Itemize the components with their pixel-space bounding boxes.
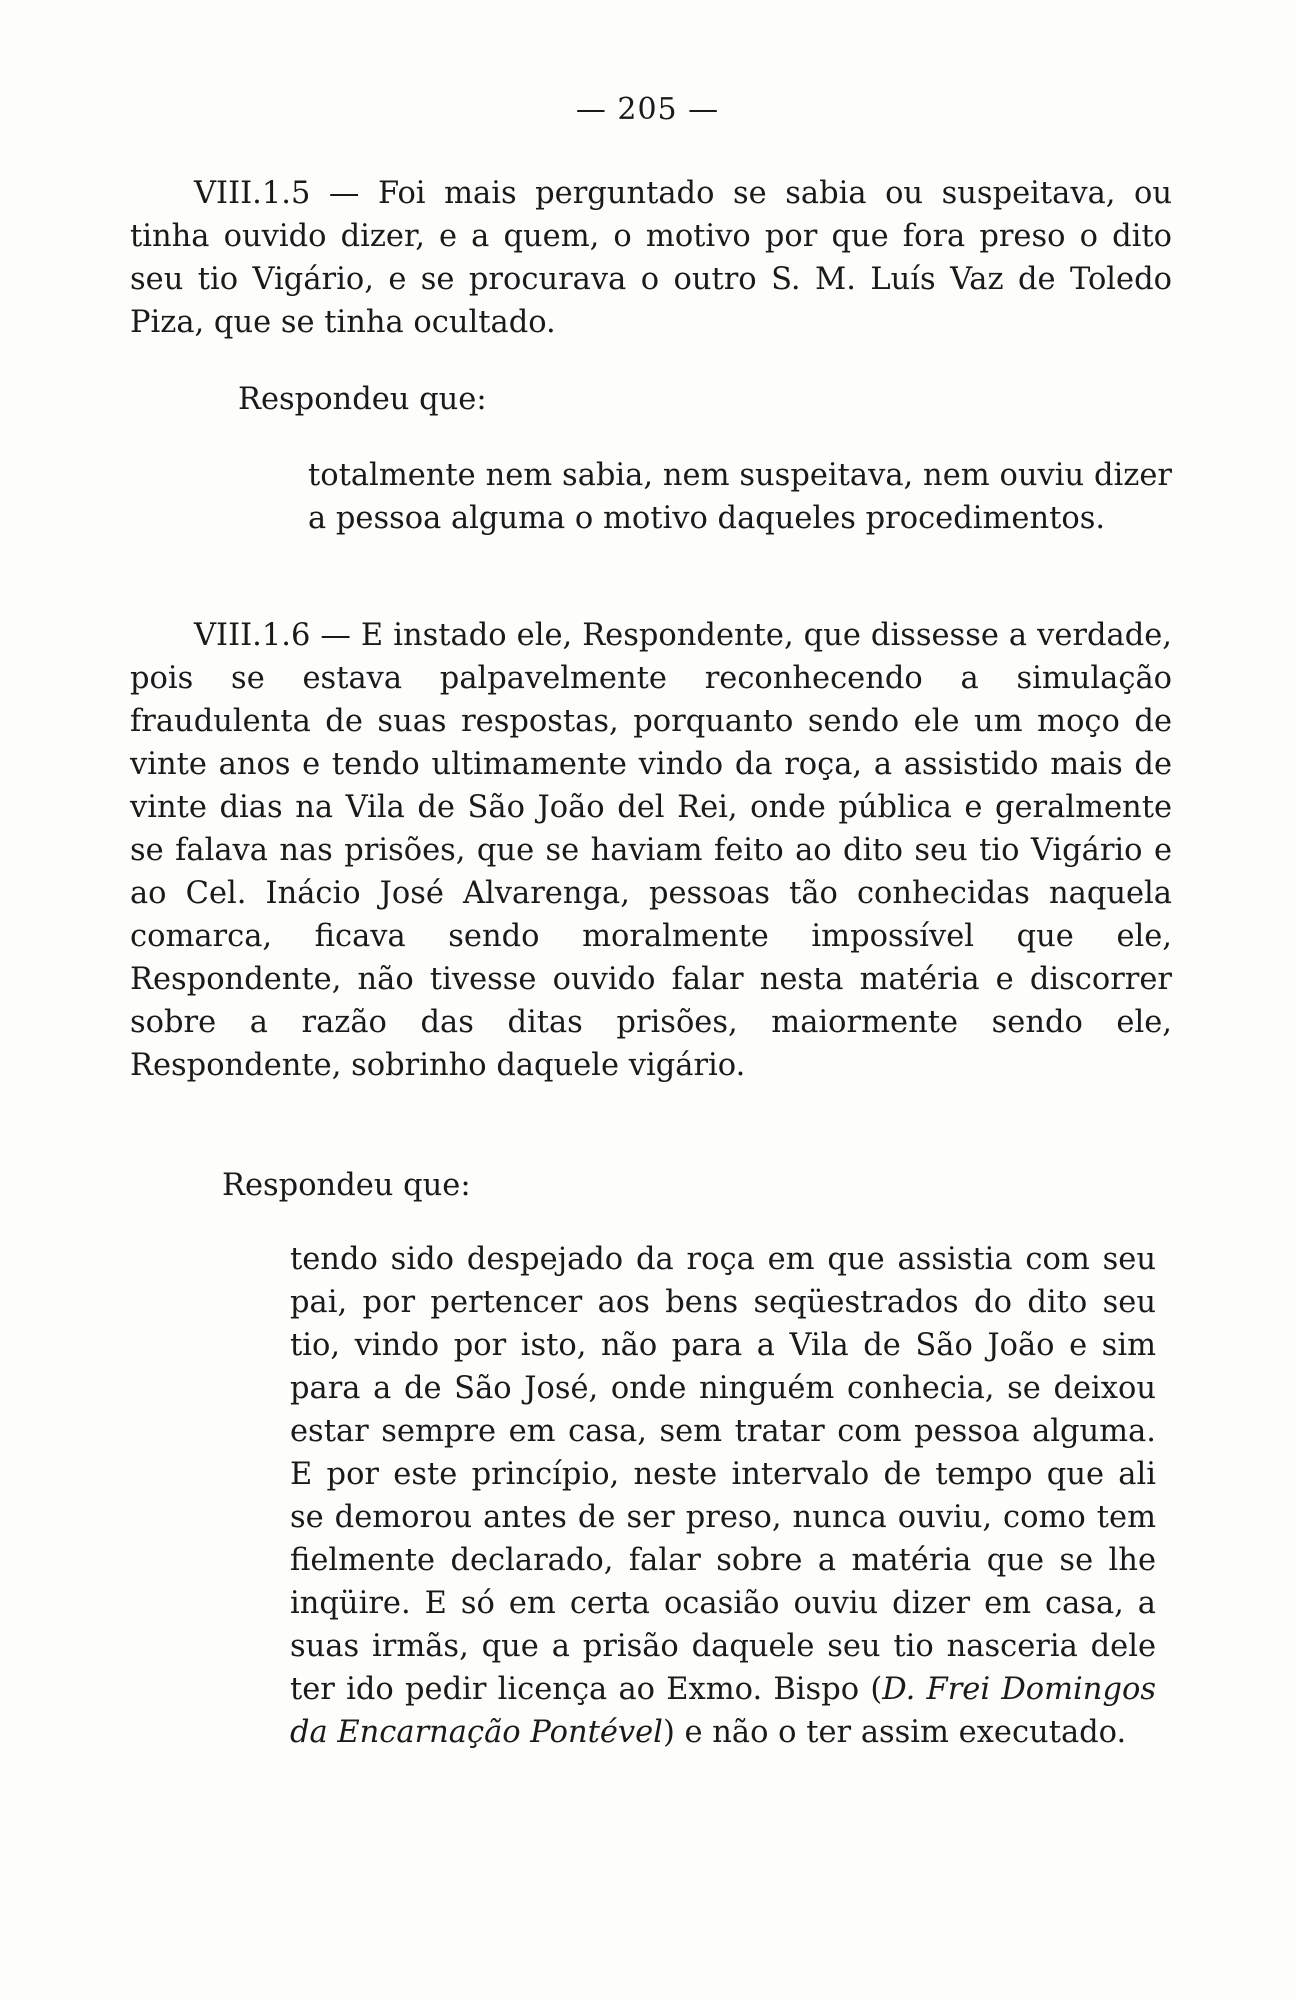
response-intro-2: Respondeu que: — [222, 1168, 471, 1203]
response-quote-2-text: tendo sido despejado da roça em que assistia com seu pai, por pertencer aos bens seqüestrados do dito seu tio, vindo por isto, não para a Vila de São João e sim para a de São José, onde ninguém conhecia, se deixou estar sempre em casa, sem tratar com pessoa alguma. E por este princípio, neste intervalo de tempo que ali se demorou antes de ser preso, nunca ouviu, como tem fielmente declarado, falar sobre a matéria que se lhe inqüire. E só em certa ocasião ouviu dizer em casa, a suas irmãs, que a prisão daquele seu tio nasceria dele ter ido pedir licença ao Exmo. Bispo ( — [290, 1242, 1156, 1707]
response-quote-2-ending: ) e não o ter assim executado. — [662, 1715, 1127, 1750]
response-quote-2 — [290, 1238, 1156, 1754]
bishop-name-italic: D. Frei Domingos da Encarnação Pontével — [290, 1672, 1156, 1750]
response-intro-1: Respondeu que: — [238, 382, 487, 417]
question-paragraph-viii-1-5: VIII.1.5 — Foi mais perguntado se sabia ou suspeitava, ou tinha ouvido dizer, e a quem, o motivo por que fora preso o dito seu tio Vigário, e se procurava o outro S. M. Luís Vaz de Toledo Piza, que se tinha ocultado. — [130, 176, 1172, 340]
page-number: — 205 — — [575, 92, 720, 127]
question-paragraph-viii-1-6: VIII.1.6 — E instado ele, Respondente, que dissesse a verdade, pois se estava palpavelmente reconhecendo a simulação fraudulenta de suas respostas, porquanto sendo ele um moço de vinte anos e tendo ultimamente vindo da roça, a assistido mais de vinte dias na Vila de São João del Rei, onde pública e geralmente se falava nas prisões, que se haviam feito ao dito seu tio Vigário e ao Cel. Inácio José Alvarenga, pessoas tão conhecidas naquela comarca, ficava sendo moralmente impossível que ele, Respondente, não tivesse ouvido falar nesta matéria e discorrer sobre a razão das ditas prisões, maiormente sendo ele, Respondente, sobrinho daquele vigário. — [130, 618, 1172, 1083]
response-quote-1: totalmente nem sabia, nem suspeitava, nem ouviu dizer a pessoa alguma o motivo daqueles procedimentos. — [308, 458, 1172, 536]
